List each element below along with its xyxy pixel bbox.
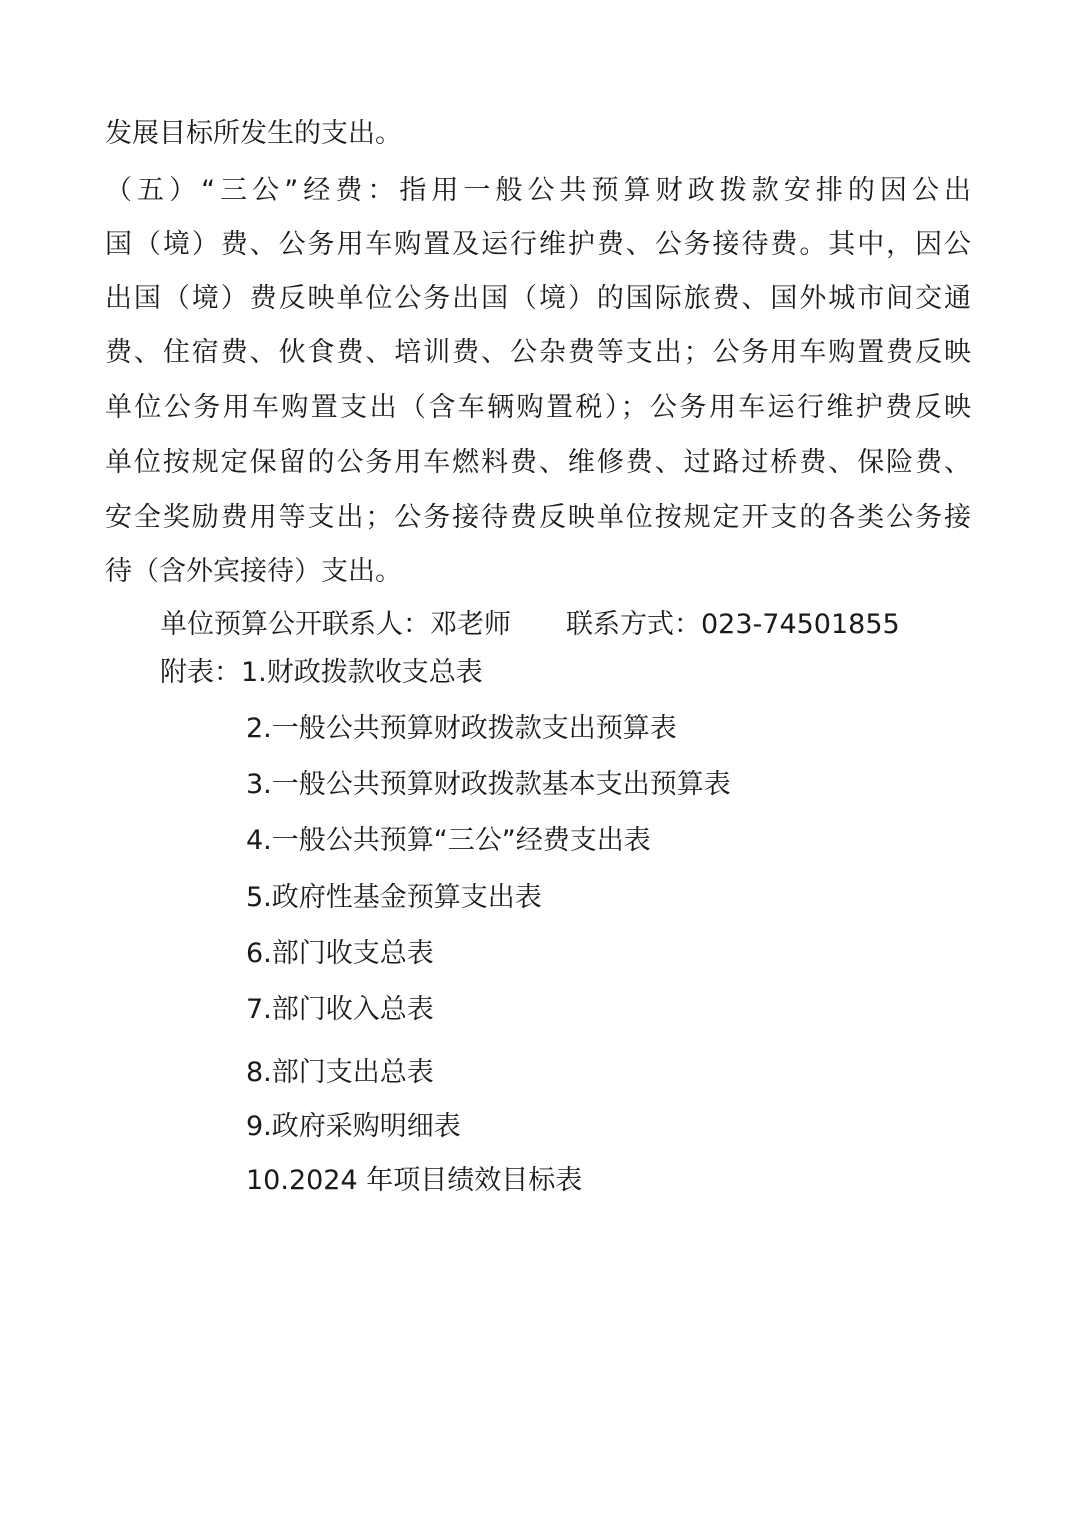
contact-method: 联系方式：023-74501855 — [566, 609, 900, 640]
contact-line — [160, 611, 900, 638]
paragraph-line: （五）“三公”经费：指用一般公共预算财政拨款安排的因公出 — [105, 175, 971, 206]
attachments-prefix: 附表： — [160, 657, 241, 688]
attachment-item: 7.部门收入总表 — [246, 994, 434, 1025]
paragraph-line: 单位公务用车购置支出（含车辆购置税）；公务用车运行维护费反映 — [105, 392, 971, 423]
paragraph-line: 国（境）费、公务用车购置及运行维护费、公务接待费。其中，因公 — [105, 229, 971, 260]
attachment-item: 9.政府采购明细表 — [246, 1111, 461, 1142]
paragraph-line: 待（含外宾接待）支出。 — [105, 556, 402, 587]
paragraph-line: 出国（境）费反映单位公务出国（境）的国际旅费、国外城市间交通 — [105, 283, 971, 314]
attachment-item: 1.财政拨款收支总表 — [241, 657, 483, 688]
attachment-item: 4.一般公共预算“三公”经费支出表 — [246, 825, 651, 856]
attachment-item: 3.一般公共预算财政拨款基本支出预算表 — [246, 769, 731, 800]
paragraph-line: 发展目标所发生的支出。 — [105, 118, 402, 149]
attachment-item: 8.部门支出总表 — [246, 1057, 434, 1088]
paragraph-line: 单位按规定保留的公务用车燃料费、维修费、过路过桥费、保险费、 — [105, 447, 971, 478]
attachment-item: 10.2024 年项目绩效目标表 — [246, 1165, 583, 1196]
paragraph-line: 安全奖励费用等支出；公务接待费反映单位按规定开支的各类公务接 — [105, 502, 971, 533]
attachments-heading — [160, 659, 483, 686]
attachment-item: 5.政府性基金预算支出表 — [246, 882, 542, 913]
contact-person: 单位预算公开联系人：邓老师 — [160, 609, 511, 640]
attachment-item: 2.一般公共预算财政拨款支出预算表 — [246, 713, 677, 744]
attachment-item: 6.部门收支总表 — [246, 938, 434, 969]
paragraph-line: 费、住宿费、伙食费、培训费、公杂费等支出；公务用车购置费反映 — [105, 337, 971, 368]
